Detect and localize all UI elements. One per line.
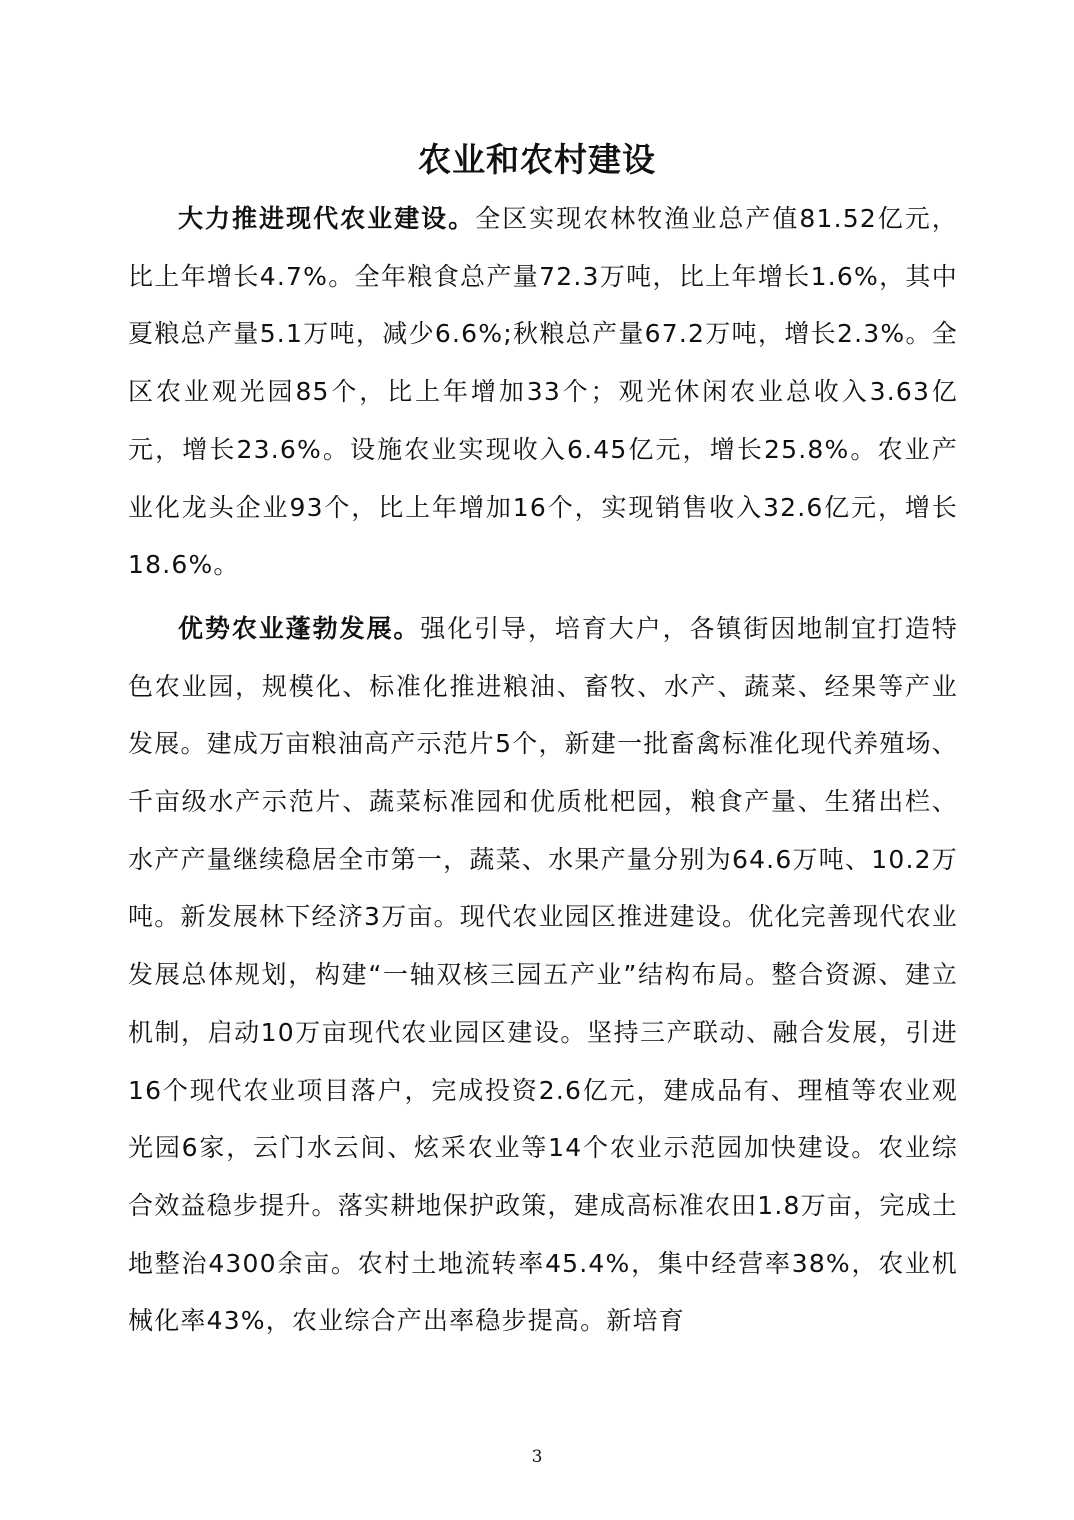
paragraph-text: 强化引导，培育大户，各镇街因地制宜打造特色农业园，规模化、标准化推进粮油、畜牧、水产、蔬菜、经果等产业发展。建成万亩粮油高产示范片5个，新建一批畜禽标准化现代养殖场、千亩级水产示范片、蔬菜标准园和优质枇杷园，粮食产量、生猪出栏、水产产量继续稳居全市第一，蔬菜、水果产量分别为64.6万吨、10.2万吨。新发展林下经济3万亩。现代农业园区推进建设。优化完善现代农业发展总体规划，构建“一轴双核三园五产业”结构布局。整合资源、建立机制，启动10万亩现代农业园区建设。坚持三产联动、融合发展，引进16个现代农业项目落户，完成投资2.6亿元，建成品有、理植等农业观光园6家，云门水云间、炫采农业等14个农业示范园加快建设。农业综合效益稳步提升。落实耕地保护政策，建成高标准农田1.8万亩，完成土地整治4300余亩。农村土地流转率45.4%，集中经营率38%，农业机械化率43%，农业综合产出率稳步提高。新培育 (128, 613, 958, 1336)
paragraph-lead-heading: 大力推进现代农业建设。 (178, 204, 476, 233)
page-title: 农业和农村建设 (418, 140, 656, 179)
paragraph-text: 全区实现农林牧渔业总产值81.52亿元，比上年增长4.7%。全年粮食总产量72.3万吨，比上年增长1.6%，其中夏粮总产量5.1万吨，减少6.6%;秋粮总产量67.2万吨，增长2.3%。全区农业观光园85个，比上年增加33个；观光休闲农业总收入3.63亿元，增长23.6%。设施农业实现收入6.45亿元，增长25.8%。农业产业化龙头企业93个，比上年增加16个，实现销售收入32.6亿元，增长18.6%。 (128, 204, 959, 580)
paragraph-lead-heading: 优势农业蓬勃发展。 (178, 613, 421, 643)
body-text (128, 190, 958, 1350)
paragraph-modern-agriculture (128, 190, 958, 594)
page-number: 3 (531, 1447, 543, 1467)
paragraph-advantage-agriculture (128, 600, 958, 1350)
